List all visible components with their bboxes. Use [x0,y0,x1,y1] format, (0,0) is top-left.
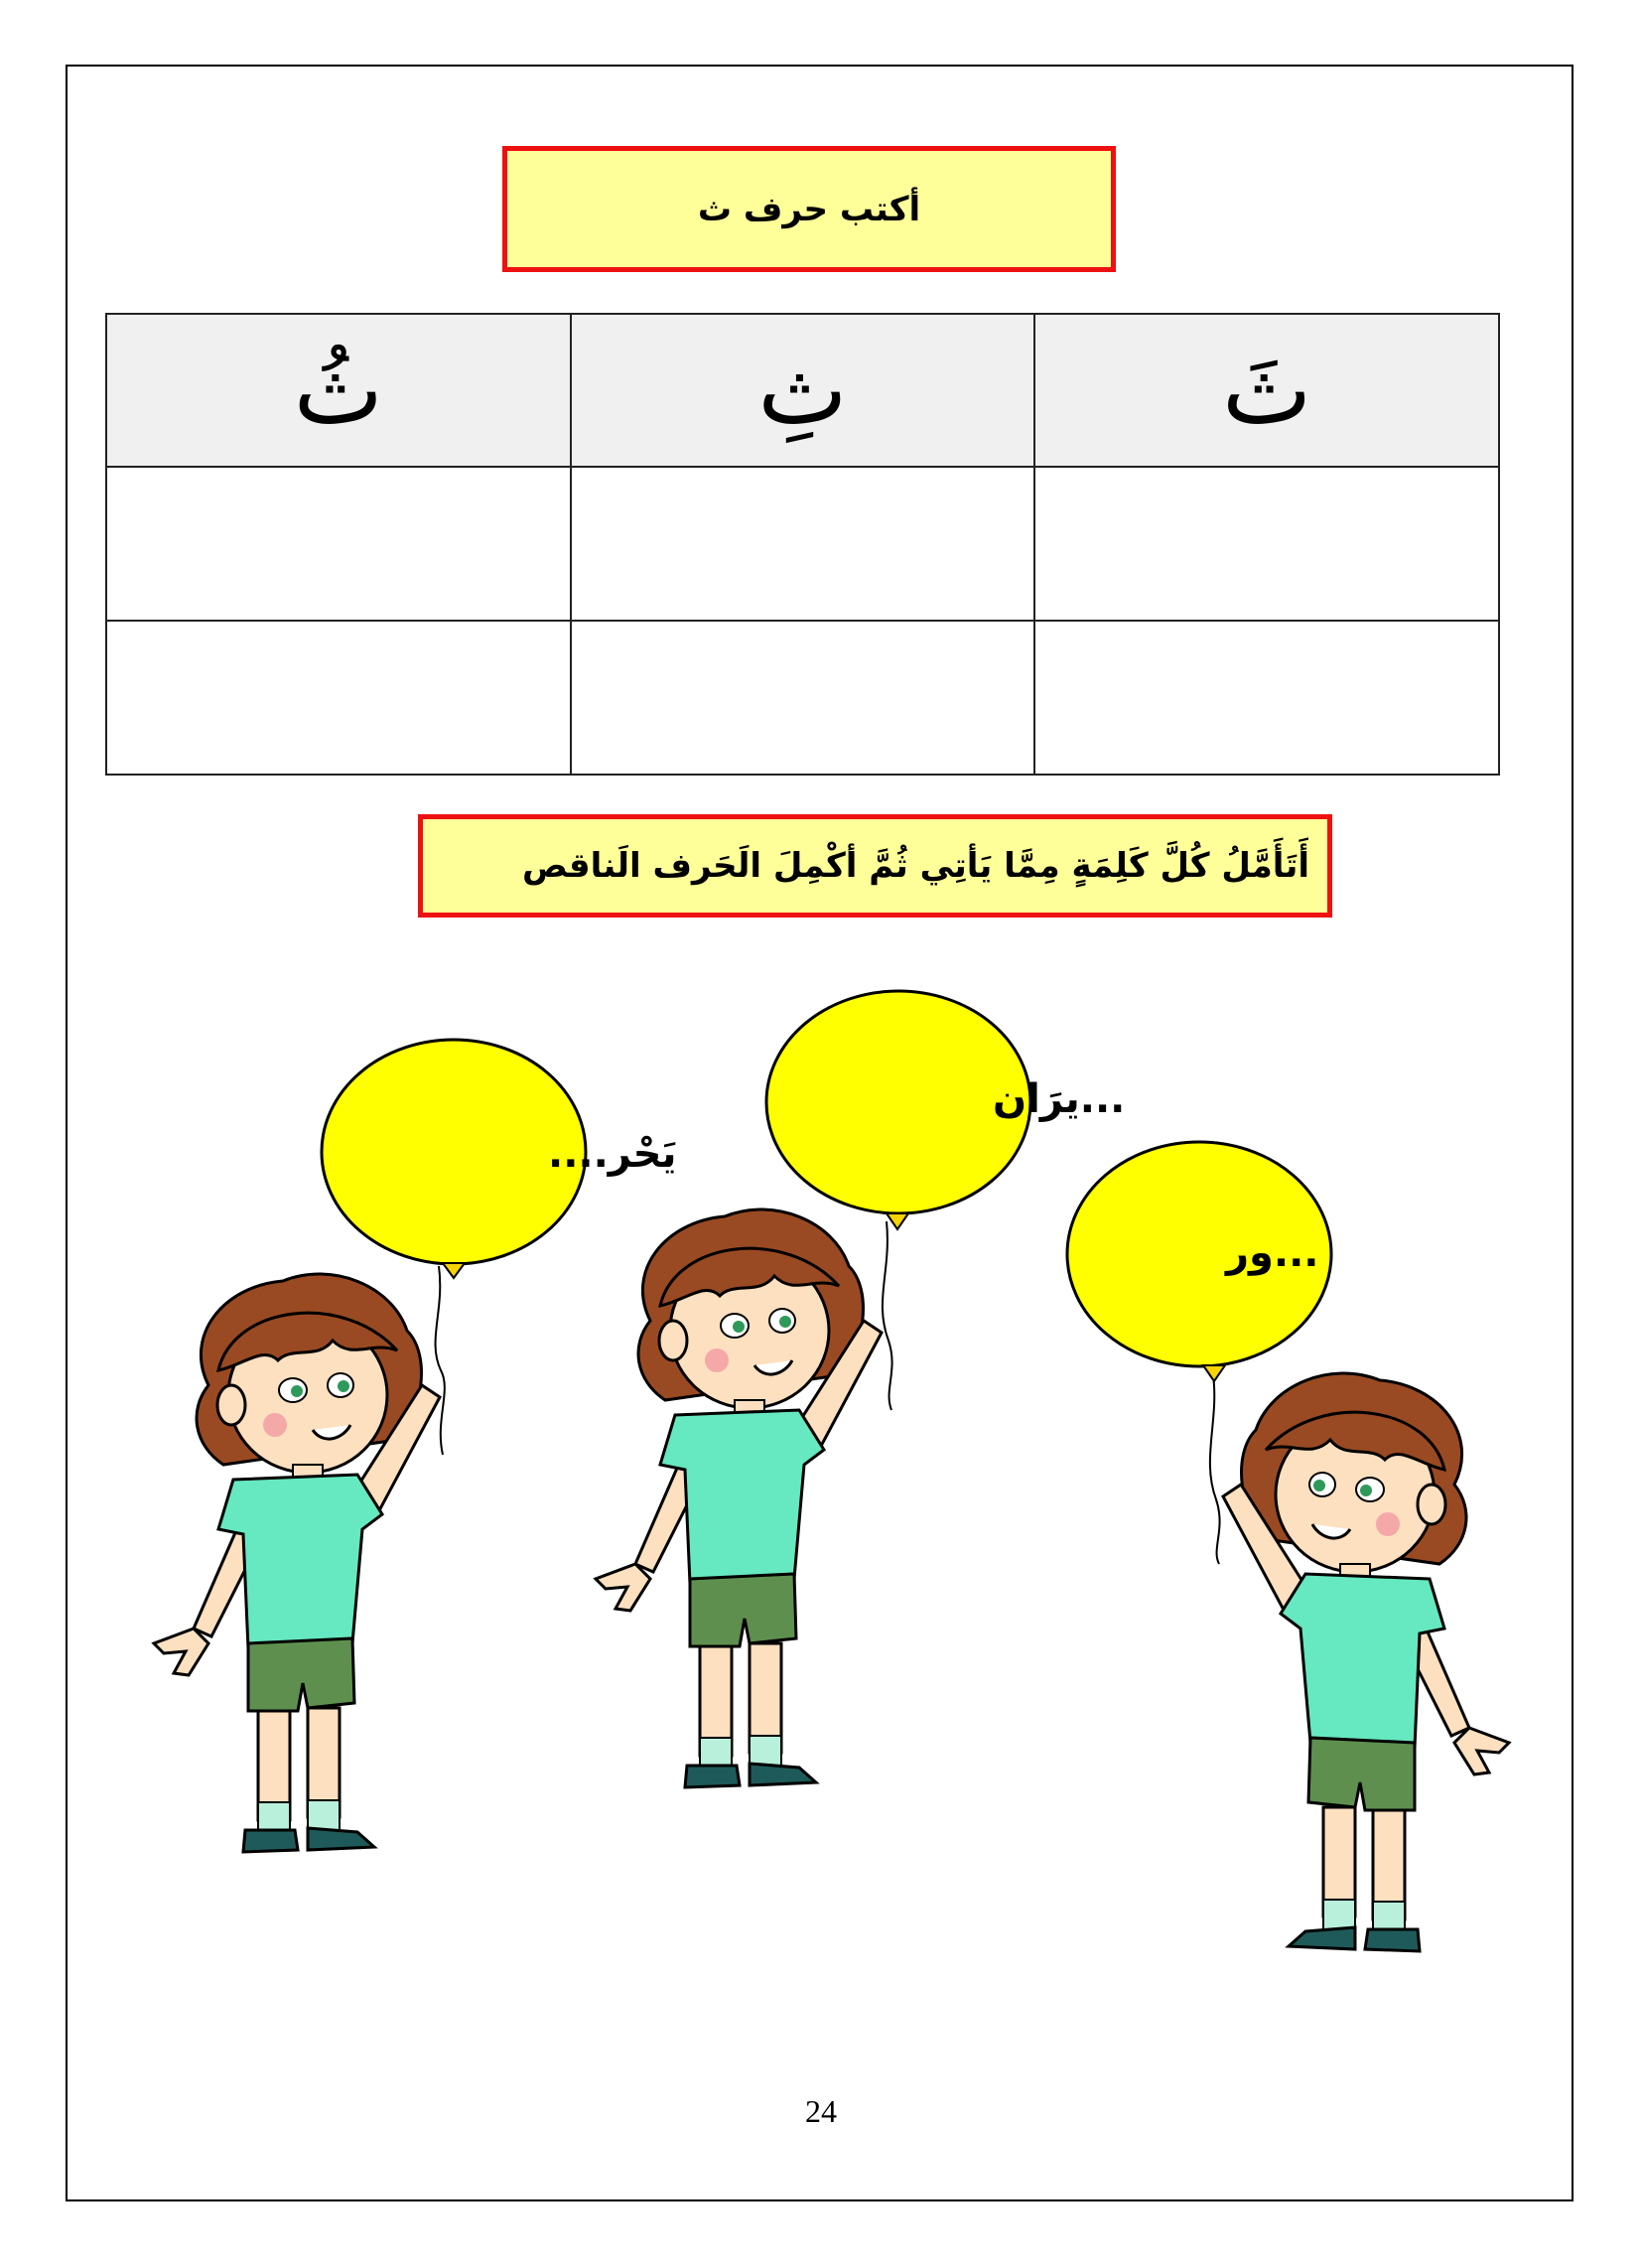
balloon-right-word: ...ور [1226,1230,1319,1276]
balloon-left-word: يَحْر.... [548,1131,677,1177]
exercise-title: أكتب حرف ث [697,189,921,229]
exercise-instruction: أَتَأَمَّلُ كُلَّ كَلِمَةٍ مِمَّا يَأتِي ثُمَّ أكْمِلَ الَحَرف الَناقص [521,846,1309,886]
page-number: 24 [805,2093,837,2129]
letter-cell-kasra: ثِ [571,314,1035,467]
boy-left [154,1274,440,1852]
letter-cell-damma: ثُ [106,314,571,467]
boy-middle [596,1209,882,1787]
balloon-middle-word: ...يرَان [993,1076,1126,1122]
boy-right [1223,1373,1509,1951]
letter-cell-fatha: ثَ [1034,314,1499,467]
